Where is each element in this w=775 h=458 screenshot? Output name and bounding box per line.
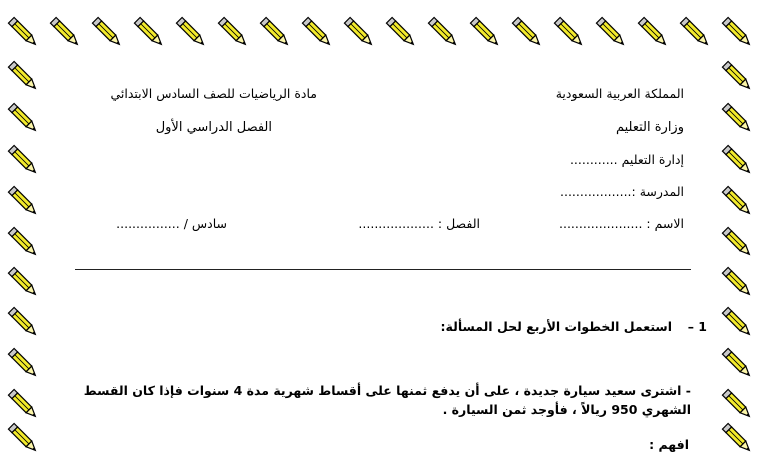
pencil-icon bbox=[719, 386, 757, 424]
pencil-icon bbox=[299, 14, 337, 52]
semester-label: الفصل الدراسي الأول bbox=[155, 120, 272, 135]
pencil-icon bbox=[5, 183, 43, 221]
pencil-icon bbox=[593, 14, 631, 52]
pencil-icon bbox=[89, 14, 127, 52]
ministry-label: وزارة التعليم bbox=[615, 120, 684, 135]
pencil-icon bbox=[719, 100, 757, 138]
pencil-icon bbox=[467, 14, 505, 52]
pencil-icon bbox=[5, 264, 43, 302]
pencil-icon bbox=[5, 14, 43, 52]
pencil-icon bbox=[131, 14, 169, 52]
pencil-icon bbox=[5, 420, 43, 458]
pencil-icon bbox=[5, 100, 43, 138]
pencil-icon bbox=[257, 14, 295, 52]
pencil-icon bbox=[719, 58, 757, 96]
grade-field: سادس / ................ bbox=[116, 216, 227, 231]
problem-line-2: الشهري 950 ريالاً ، فأوجد ثمن السيارة . bbox=[442, 402, 691, 417]
pencil-icon bbox=[5, 304, 43, 342]
pencil-icon bbox=[173, 14, 211, 52]
pencil-icon bbox=[5, 345, 43, 383]
pencil-icon bbox=[635, 14, 673, 52]
pencil-icon bbox=[5, 142, 43, 180]
pencil-icon bbox=[5, 386, 43, 424]
pencil-icon bbox=[719, 304, 757, 342]
header-divider bbox=[75, 269, 691, 270]
pencil-icon bbox=[719, 14, 757, 52]
pencil-icon bbox=[719, 345, 757, 383]
directorate-field: إدارة التعليم ............ bbox=[569, 152, 684, 167]
pencil-icon bbox=[719, 142, 757, 180]
pencil-icon bbox=[719, 420, 757, 458]
school-field: المدرسة :.................. bbox=[560, 184, 684, 199]
problem-line-1: - اشترى سعيد سيارة جديدة ، على أن يدفع ثمنها على أقساط شهرية مدة 4 سنوات فإذا كان القسط bbox=[83, 383, 691, 398]
pencil-icon bbox=[719, 183, 757, 221]
pencil-icon bbox=[677, 14, 715, 52]
pencil-icon bbox=[551, 14, 589, 52]
question1-title: استعمل الخطوات الأربع لحل المسألة: bbox=[440, 319, 672, 334]
student-name-field: الاسم : ..................... bbox=[559, 216, 684, 231]
class-field: الفصل : ................... bbox=[358, 216, 480, 231]
subject-label: مادة الرياضيات للصف السادس الابتدائي bbox=[110, 86, 317, 101]
question1-number: 1 – bbox=[687, 319, 707, 334]
pencil-icon bbox=[719, 264, 757, 302]
pencil-icon bbox=[215, 14, 253, 52]
understand-label: افهم : bbox=[649, 437, 689, 452]
kingdom-label: المملكة العربية السعودية bbox=[555, 86, 684, 101]
pencil-icon bbox=[5, 58, 43, 96]
pencil-icon bbox=[47, 14, 85, 52]
pencil-icon bbox=[5, 224, 43, 262]
pencil-icon bbox=[383, 14, 421, 52]
pencil-icon bbox=[341, 14, 379, 52]
pencil-icon bbox=[719, 224, 757, 262]
pencil-icon bbox=[509, 14, 547, 52]
pencil-icon bbox=[425, 14, 463, 52]
